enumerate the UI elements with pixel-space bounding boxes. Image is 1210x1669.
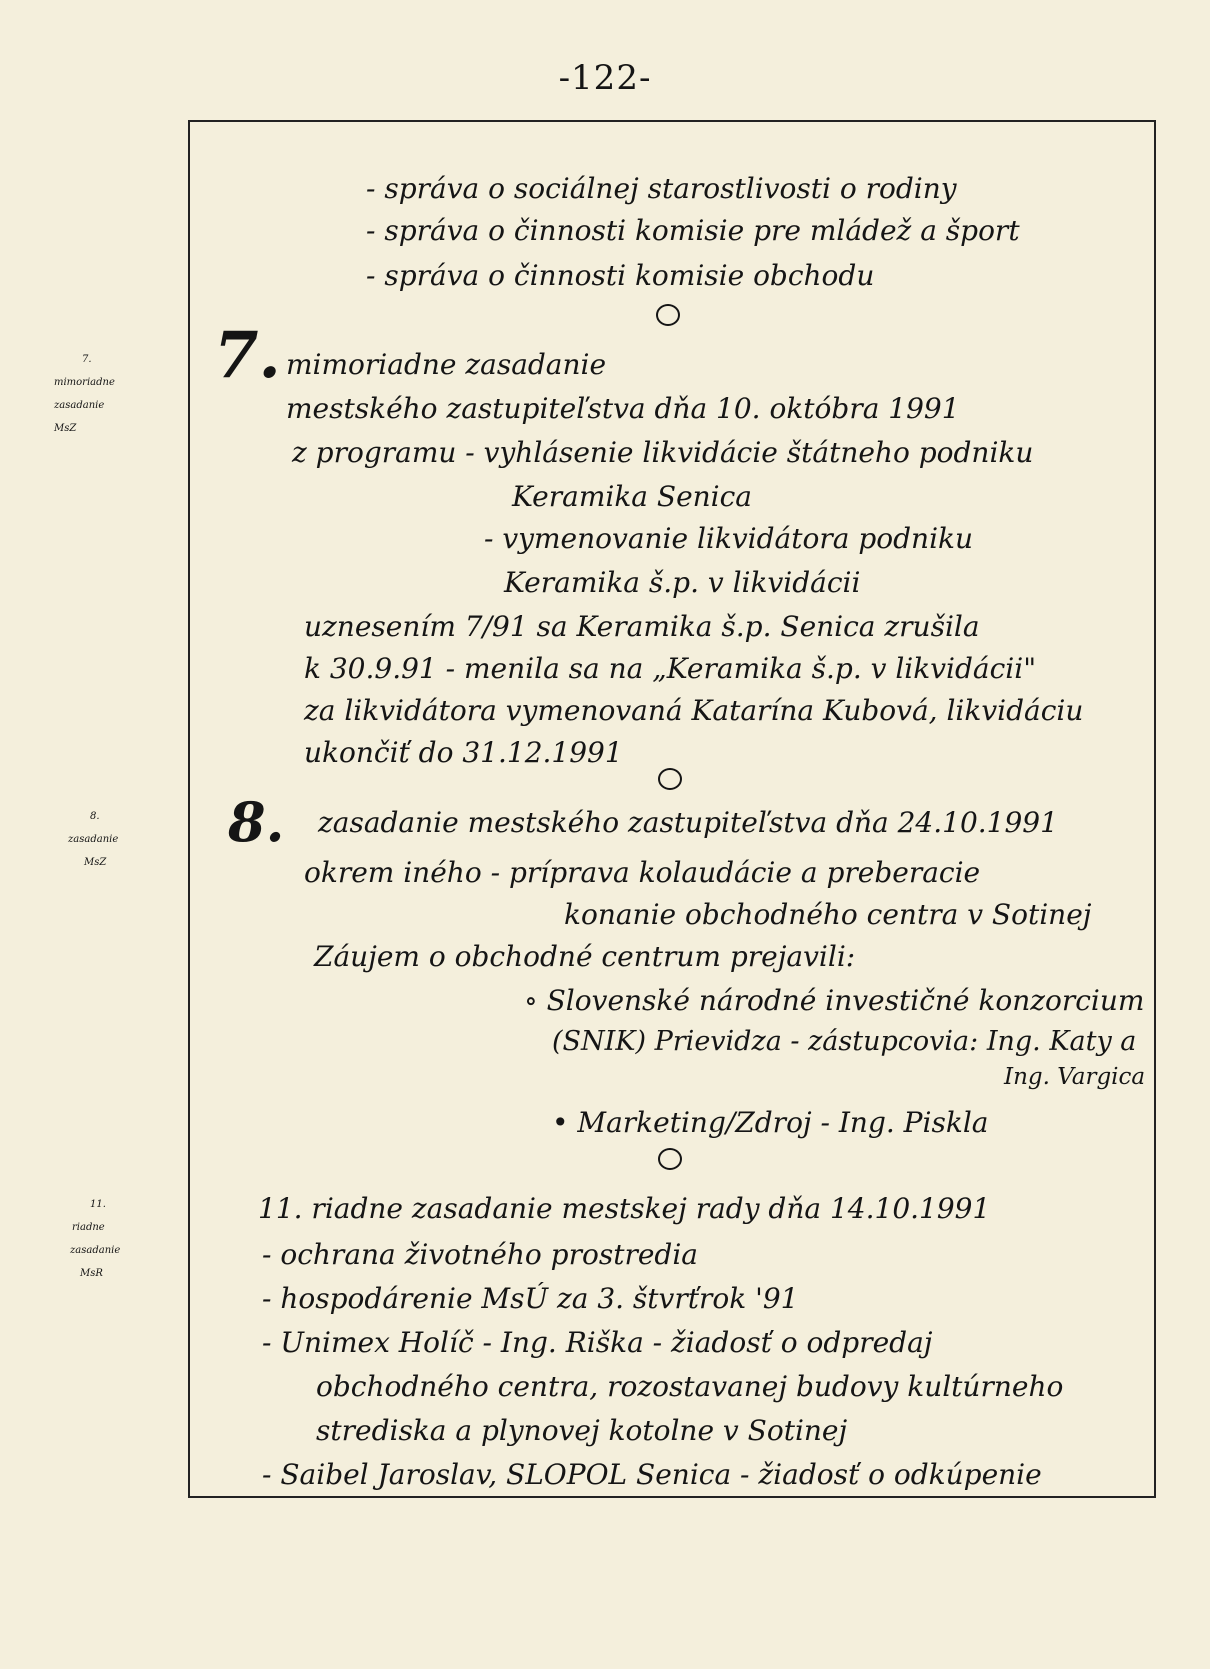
separator-circle [658,768,682,790]
margin-note-7 [54,348,194,440]
separator-circle [656,304,680,326]
section-8-line: Záujem o obchodné centrum prejavili: [314,940,856,973]
section-8-line: • Marketing/Zdroj - Ing. Piskla [552,1106,989,1139]
section-7-line: Keramika Senica [512,480,752,513]
margin-note-line: mimoriadne [54,377,115,388]
margin-note-11 [54,1193,194,1285]
page-number: -122- [558,58,652,98]
section-11-line: - Saibel Jaroslav, SLOPOL Senica - žiadosť o odkúpenie [262,1458,1042,1491]
section-11-line: - Unimex Holíč - Ing. Riška - žiadosť o odpredaj [262,1326,933,1359]
margin-note-line: MsZ [84,857,107,868]
section-8-line: (SNIK) Prievidza - zástupcovia: Ing. Katy a [552,1026,1137,1057]
section-7-line: k 30.9.91 - menila sa na „Keramika š.p. v likvidácii" [304,652,1037,685]
section-7-line: za likvidátora vymenovaná Katarína Kubová, likvidáciu [304,694,1084,727]
section-8-line: okrem iného - príprava kolaudácie a preberacie [304,856,981,889]
intro-item: - správa o činnosti komisie obchodu [366,259,875,292]
section-8-line: ∘ Slovenské národné investičné konzorcium [524,984,1145,1017]
margin-note-line: MsR [80,1268,103,1279]
margin-note-8 [54,805,194,874]
section-11-line: strediska a plynovej kotolne v Sotinej [316,1414,848,1447]
margin-note-line: 8. [90,811,100,822]
section-7-line: mimoriadne zasadanie [286,348,607,381]
margin-note-line: MsZ [54,423,77,434]
margin-note-line: 7. [82,354,92,365]
section-7-line: ukončiť do 31.12.1991 [304,736,623,769]
section-7-line: Keramika š.p. v likvidácii [504,566,861,599]
section-8-line: Ing. Vargica [1004,1064,1146,1090]
margin-note-line: riadne [72,1222,105,1233]
section-11-line: obchodného centra, rozostavanej budovy kultúrneho [316,1370,1064,1403]
section-8-number: 8. [228,790,285,854]
margin-note-line: zasadanie [54,400,105,411]
intro-item: - správa o sociálnej starostlivosti o rodiny [366,172,957,205]
section-8-line: zasadanie mestského zastupiteľstva dňa 24.10.1991 [318,806,1058,839]
section-7-number: 7. [214,318,281,393]
intro-item: - správa o činnosti komisie pre mládež a šport [366,214,1020,247]
section-7-line: uznesením 7/91 sa Keramika š.p. Senica zrušila [304,610,980,643]
section-8-line: konanie obchodného centra v Sotinej [564,898,1092,931]
margin-note-line: zasadanie [70,1245,121,1256]
margin-note-line: 11. [90,1199,106,1210]
section-11-line: 11. riadne zasadanie mestskej rady dňa 14.10.1991 [258,1192,991,1225]
section-11-line: - hospodárenie MsÚ za 3. štvrťrok '91 [262,1282,799,1315]
section-7-line: z programu - vyhlásenie likvidácie štátneho podniku [292,436,1034,469]
separator-circle [658,1148,682,1170]
section-11-line: - ochrana životného prostredia [262,1238,698,1271]
section-7-line: - vymenovanie likvidátora podniku [484,522,974,555]
margin-note-line: zasadanie [68,834,119,845]
section-7-line: mestského zastupiteľstva dňa 10. októbra 1991 [286,392,960,425]
